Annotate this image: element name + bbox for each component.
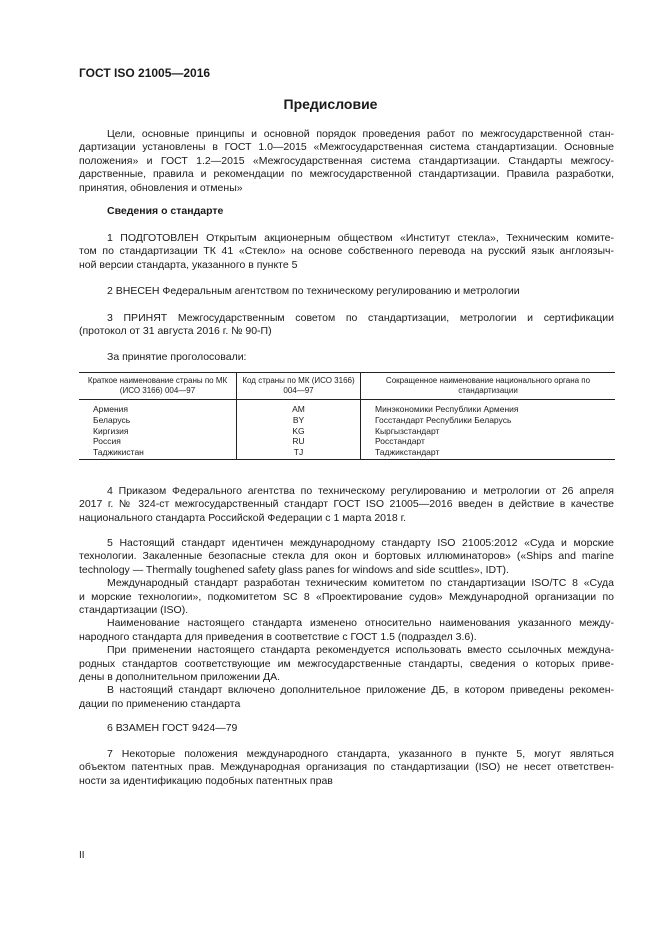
body-cell: Госстандарт Республики Беларусь bbox=[361, 415, 616, 426]
table-header-row bbox=[79, 373, 615, 400]
country-cell: Киргизия bbox=[93, 425, 129, 436]
text-line: дарственные, правила и рекомендации по межгосударственной стандартизации. Правила разработки, bbox=[79, 168, 614, 181]
text-line: За принятие проголосовали: bbox=[107, 351, 247, 363]
text-line: 4 Приказом Федерального агентства по техническому регулированию и метрологии от 26 апреля bbox=[107, 485, 614, 497]
body-cell: Минэкономики Республики Армения bbox=[361, 400, 616, 415]
text-line: ной версии стандарта, указанного в пункте 5 bbox=[79, 258, 298, 271]
code-cell: RU bbox=[237, 436, 361, 447]
text-line: 6 ВЗАМЕН ГОСТ 9424—79 bbox=[107, 722, 238, 734]
table-row bbox=[79, 447, 615, 459]
text-line: 5 Настоящий стандарт идентичен международному стандарту ISO 21005:2012 «Суда и морские bbox=[107, 537, 614, 549]
item-4 bbox=[79, 485, 614, 525]
doc-code: ГОСТ ISO 21005—2016 bbox=[79, 66, 211, 80]
text-line: technology — Thermally toughened safety glass panes for windows and side scuttles», IDT). bbox=[79, 563, 509, 576]
table-row bbox=[79, 400, 615, 415]
code-cell: KG bbox=[237, 426, 361, 437]
text-line: дартизации установлены в ГОСТ 1.0—2015 «Межгосударственная система стандартизации. Основные bbox=[79, 141, 614, 154]
body-cell: Росстандарт bbox=[361, 436, 616, 447]
table-row bbox=[79, 415, 615, 426]
text-line: положения» и ГОСТ 1.2—2015 «Межгосударственная система стандартизации. Стандарты межгосу- bbox=[79, 154, 614, 167]
page-number: II bbox=[79, 850, 85, 861]
table-row bbox=[79, 426, 615, 437]
text-line: принятия, обновления и отмены» bbox=[79, 181, 243, 194]
text-line: 2017 г. № 324-ст межгосударственный стандарт ГОСТ ISO 21005—2016 введен в действие в качестве bbox=[79, 498, 614, 511]
text-line: стандартизации (ISO). bbox=[79, 604, 189, 617]
text-line: дены в дополнительном приложении ДА. bbox=[79, 671, 281, 684]
intro-paragraph bbox=[79, 128, 614, 195]
text-line: При применении настоящего стандарта рекомендуется использовать вместо ссылочных междуна- bbox=[107, 644, 614, 657]
text-line: 2 ВНЕСЕН Федеральным агентством по техническому регулированию и метрологии bbox=[107, 285, 520, 297]
country-cell: Россия bbox=[93, 436, 121, 447]
country-cell: Армения bbox=[93, 404, 129, 414]
text-line: том по стандартизации ТК 41 «Стекло» на основе собственного перевода на русский язык англоязыч- bbox=[79, 245, 614, 258]
table-row bbox=[79, 436, 615, 447]
text-line: родных стандартов соответствующие им межгосударственные стандарты, сведения о которых приве- bbox=[79, 657, 614, 670]
text-line: и морские технологии», подкомитетом SC 8 «Проектирование судов» Международной организации по bbox=[79, 590, 614, 603]
section-heading: Сведения о стандарте bbox=[107, 205, 224, 217]
body-cell: Таджикстандарт bbox=[361, 447, 616, 459]
item-1 bbox=[79, 232, 614, 272]
text-line: (протокол от 31 августа 2016 г. № 90-П) bbox=[79, 325, 272, 338]
text-line: В настоящий стандарт включено дополнительное приложение ДБ, в котором приведены рекомен- bbox=[107, 684, 614, 697]
text-line: объектом патентных прав. Международная организация по стандартизации (ISO) не несет ответствен- bbox=[79, 761, 614, 774]
text-line: Международный стандарт разработан техническим комитетом по стандартизации ISO/TC 8 «Суда bbox=[107, 577, 614, 590]
page-title: Предисловие bbox=[283, 96, 378, 112]
text-line: Наименование настоящего стандарта изменено относительно наименования указанного между- bbox=[107, 617, 614, 630]
code-cell: TJ bbox=[237, 447, 361, 459]
column-header-country: Краткое наименование страны по МК (ИСО 3166) 004—97 bbox=[79, 373, 237, 400]
item-6 bbox=[79, 722, 614, 735]
column-header-body: Сокращенное наименование национального органа по стандартизации bbox=[361, 373, 616, 400]
item-3 bbox=[79, 312, 614, 339]
column-header-code: Код страны по МК (ИСО 3166) 004—97 bbox=[237, 373, 361, 400]
text-line: Цели, основные принципы и основной порядок проведения работ по межгосударственной стан- bbox=[107, 128, 614, 140]
text-line: 7 Некоторые положения международного стандарта, указанного в пункте 5, могут являться bbox=[107, 748, 614, 760]
voting-table bbox=[79, 372, 615, 460]
text-line: ности за идентификацию подобных патентных прав bbox=[79, 774, 333, 787]
item-5 bbox=[79, 537, 614, 711]
body-cell: Кыргызстандарт bbox=[361, 426, 616, 437]
country-cell: Таджикистан bbox=[79, 447, 237, 459]
text-line: технологии. Закаленные безопасные стекла для окон и бортовых иллюминаторов» («Ships and marine bbox=[79, 550, 614, 563]
text-line: 3 ПРИНЯТ Межгосударственным советом по стандартизации, метрологии и сертификации bbox=[107, 312, 614, 324]
text-line: 1 ПОДГОТОВЛЕН Открытым акционерным обществом «Институт стекла», Техническим комите- bbox=[107, 232, 614, 244]
item-2 bbox=[79, 285, 614, 298]
text-line: народного стандарта для приведения в соответствие с ГОСТ 1.5 (подраздел 3.6). bbox=[79, 630, 477, 643]
item-7 bbox=[79, 748, 614, 788]
code-cell: BY bbox=[237, 415, 361, 426]
text-line: дации по применению стандарта bbox=[79, 697, 241, 710]
text-line: национального стандарта Российской Федерации с 1 марта 2018 г. bbox=[79, 511, 407, 524]
code-cell: AM bbox=[237, 400, 361, 415]
country-cell: Беларусь bbox=[93, 414, 131, 425]
voted-label bbox=[79, 351, 614, 364]
